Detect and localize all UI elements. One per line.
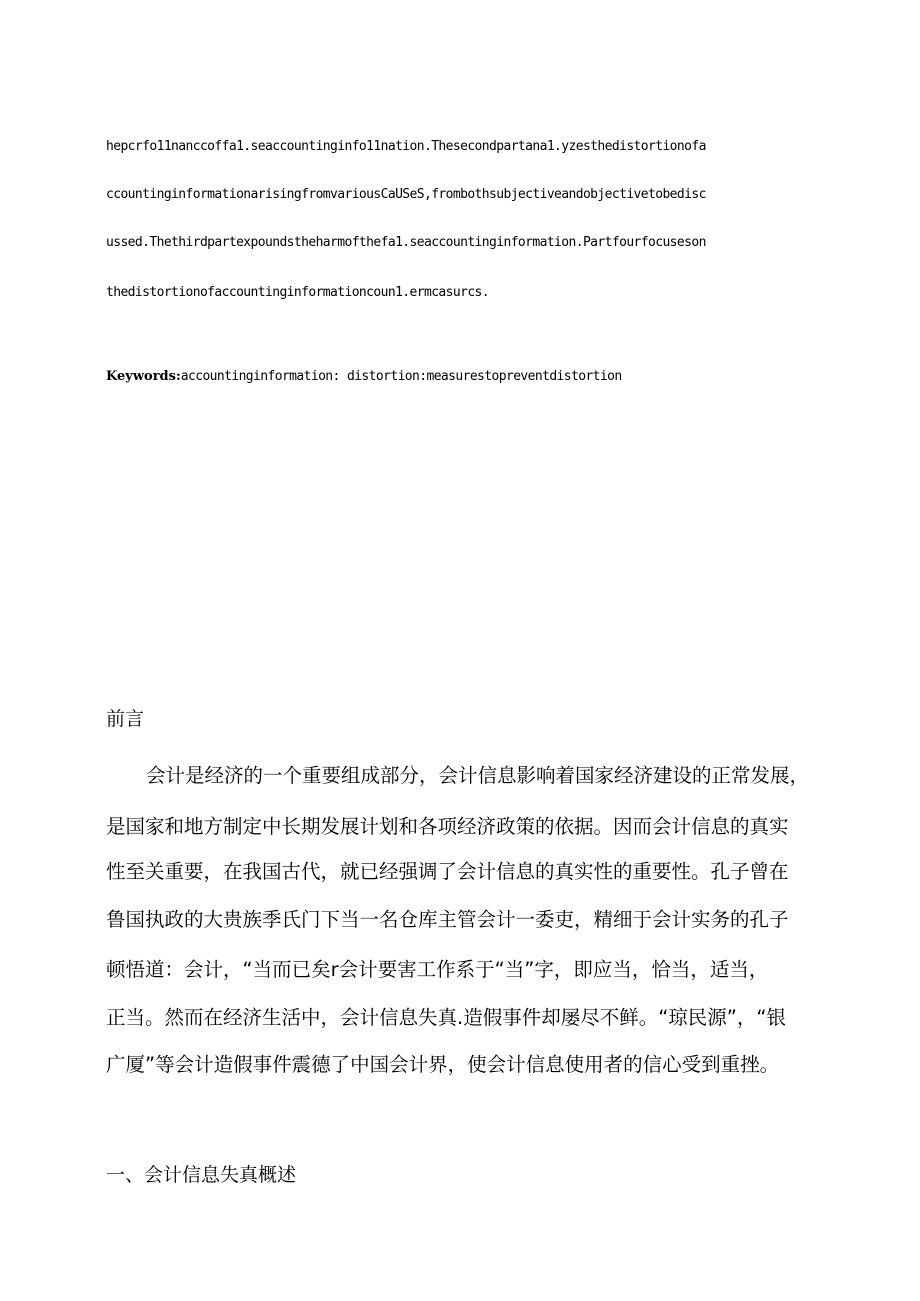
keywords-text: accountinginformation: distortion:measurestopreventdistortion	[180, 369, 622, 384]
abstract-line-1: hepcrfo11nanccoffa1.seaccountinginfo11nation.Thesecondpartana1.yzesthedistortionofa	[106, 139, 706, 154]
keywords-line	[106, 368, 818, 386]
preface-line-6: 正当。然而在经济生活中，会计信息失真.造假事件却屡尽不鲜。“琼民源”，“银	[106, 1006, 787, 1029]
preface-line-5: 顿悟道：会计，“当而已矣r会计要害工作系于“当”字，即应当，恰当，适当，	[106, 958, 769, 981]
abstract-line-2: ccountinginformationarisingfromvariousCaUSeS,frombothsubjectiveandobjectivetobedisc	[106, 187, 706, 202]
keywords-label: Keywords:	[106, 369, 181, 384]
abstract-line-4: thedistortionofaccountinginformationcoun1.ermcasurcs.	[106, 285, 490, 300]
section-1-heading: 一、会计信息失真概述	[106, 1164, 297, 1186]
preface-line-3: 性至关重要，在我国古代，就已经强调了会计信息的真实性的重要性。孔子曾在	[106, 860, 789, 883]
preface-line-4: 鲁国执政的大贵族季氏门下当一名仓库主管会计一委吏，精细于会计实务的孔子	[106, 908, 789, 931]
preface-line-2: 是国家和地方制定中长期发展计划和各项经济政策的依据。因而会计信息的真实	[106, 815, 789, 838]
abstract-line-3: ussed.Thethirdpartexpoundstheharmofthefa1.seaccountinginformation.Partfourfocuseson	[106, 235, 706, 250]
preface-line-1: 会计是经济的一个重要组成部分，会计信息影响着国家经济建设的正常发展，	[146, 764, 810, 787]
preface-heading: 前言	[106, 708, 145, 730]
preface-line-7: 广厦”等会计造假事件震德了中国会计界，使会计信息使用者的信心受到重挫。	[106, 1053, 780, 1076]
